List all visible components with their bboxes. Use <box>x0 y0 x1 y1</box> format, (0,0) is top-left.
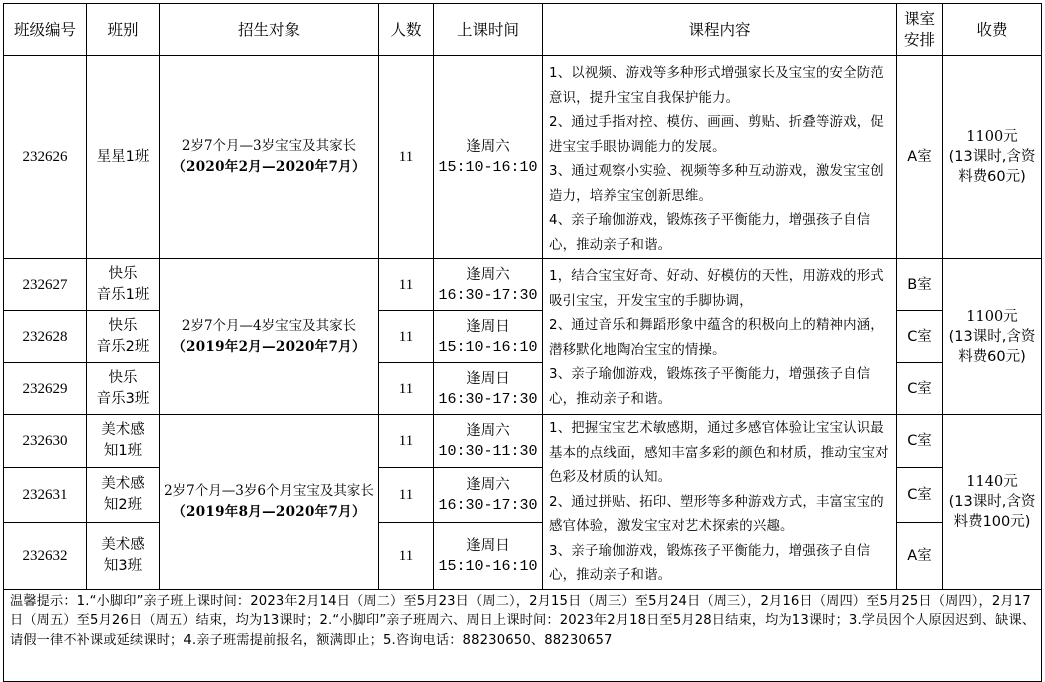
fee: 1140元 (13课时,含资料费100元) <box>943 415 1042 590</box>
class-name: 美术感 知3班 <box>87 522 160 589</box>
target-audience: 2岁7个月—3岁宝宝及其家长 （2020年2月—2020年7月） <box>160 56 379 259</box>
class-name: 快乐 音乐3班 <box>87 363 160 415</box>
student-count: 11 <box>379 415 434 468</box>
classroom: C室 <box>897 467 943 522</box>
course-content: 1、把握宝宝艺术敏感期，通过多感官体验让宝宝认识最基本的点线面，感知丰富多彩的颜色和材质，推动宝宝对色彩及材质的认知。 2、通过拼贴、拓印、塑形等多种游戏方式，丰富宝宝的感官体验，激发宝宝对艺术探索的兴趣。 3、亲子瑜伽游戏，锻炼孩子平衡能力，增强孩子自信心，推动亲子和谐。 <box>543 415 897 590</box>
class-name: 快乐 音乐2班 <box>87 311 160 363</box>
course-schedule-table <box>3 3 1042 682</box>
student-count: 11 <box>379 363 434 415</box>
class-id: 232630 <box>4 415 87 468</box>
student-count: 11 <box>379 467 434 522</box>
class-name: 快乐 音乐1班 <box>87 259 160 311</box>
class-name: 美术感 知2班 <box>87 467 160 522</box>
course-content: 1，结合宝宝好奇、好动、好模仿的天性，用游戏的形式吸引宝宝，开发宝宝的手脚协调， 2、通过音乐和舞蹈形象中蕴含的积极向上的精神内涵，潜移默化地陶冶宝宝的情操。 3、亲子瑜伽游戏，锻炼孩子平衡能力，增强孩子自信心，推动亲子和谐。 <box>543 259 897 415</box>
table-row <box>4 56 1042 259</box>
classroom: A室 <box>897 56 943 259</box>
class-name: 美术感 知1班 <box>87 415 160 468</box>
classroom: C室 <box>897 415 943 468</box>
table-row <box>4 415 1042 468</box>
class-time: 逢周六 16:30-17:30 <box>434 259 543 311</box>
table-row <box>4 259 1042 311</box>
classroom: C室 <box>897 363 943 415</box>
student-count: 11 <box>379 522 434 589</box>
header-time: 上课时间 <box>434 4 543 56</box>
class-time: 逢周日 15:10-16:10 <box>434 522 543 589</box>
student-count: 11 <box>379 56 434 259</box>
class-id: 232626 <box>4 56 87 259</box>
header-content: 课程内容 <box>543 4 897 56</box>
class-time: 逢周日 16:30-17:30 <box>434 363 543 415</box>
header-count: 人数 <box>379 4 434 56</box>
student-count: 11 <box>379 311 434 363</box>
header-room: 课室 安排 <box>897 4 943 56</box>
course-content: 1、以视频、游戏等多种形式增强家长及宝宝的安全防范意识，提升宝宝自我保护能力。 2、通过手指对控、模仿、画画、剪贴、折叠等游戏，促进宝宝手眼协调能力的发展。 3、通过观察小实验、视频等多种互动游戏，激发宝宝创造力，培养宝宝创新思维。 4、亲子瑜伽游戏，锻炼孩子平衡能力，增强孩子自信心，推动亲子和谐。 <box>543 56 897 259</box>
classroom: B室 <box>897 259 943 311</box>
notes-text: 温馨提示：1.“小脚印”亲子班上课时间：2023年2月14日（周二）至5月23日（周二），2月15日（周三）至5月24日（周三），2月16日（周四）至5月25日（周四），2月17日（周五）至5月26日（周五）结束，均为13课时；2.“小脚印”亲子班周六、周日上课时间：2023年2月18日至5月28日结束，均为13课时；3.学员因个人原因迟到、缺课、请假一律不补课或延续课时；4.亲子班需提前报名，额满即止；5.咨询电话：88230650、88230657 <box>4 589 1042 681</box>
class-time: 逢周六 16:30-17:30 <box>434 467 543 522</box>
fee: 1100元 (13课时,含资料费60元) <box>943 259 1042 415</box>
target-audience: 2岁7个月—4岁宝宝及其家长 （2019年2月—2020年7月） <box>160 259 379 415</box>
class-id: 232632 <box>4 522 87 589</box>
classroom: A室 <box>897 522 943 589</box>
fee: 1100元 (13课时,含资料费60元) <box>943 56 1042 259</box>
class-time: 逢周日 15:10-16:10 <box>434 311 543 363</box>
class-id: 232629 <box>4 363 87 415</box>
header-class-name: 班别 <box>87 4 160 56</box>
class-id: 232627 <box>4 259 87 311</box>
class-id: 232628 <box>4 311 87 363</box>
class-time: 逢周六 15:10-16:10 <box>434 56 543 259</box>
header-class-no: 班级编号 <box>4 4 87 56</box>
header-target: 招生对象 <box>160 4 379 56</box>
student-count: 11 <box>379 259 434 311</box>
class-id: 232631 <box>4 467 87 522</box>
target-audience: 2岁7个月—3岁6个月宝宝及其家长 （2019年8月—2020年7月） <box>160 415 379 590</box>
classroom: C室 <box>897 311 943 363</box>
header-row <box>4 4 1042 56</box>
notes-row <box>4 589 1042 681</box>
class-time: 逢周六 10:30-11:30 <box>434 415 543 468</box>
class-name: 星星1班 <box>87 56 160 259</box>
header-fee: 收费 <box>943 4 1042 56</box>
